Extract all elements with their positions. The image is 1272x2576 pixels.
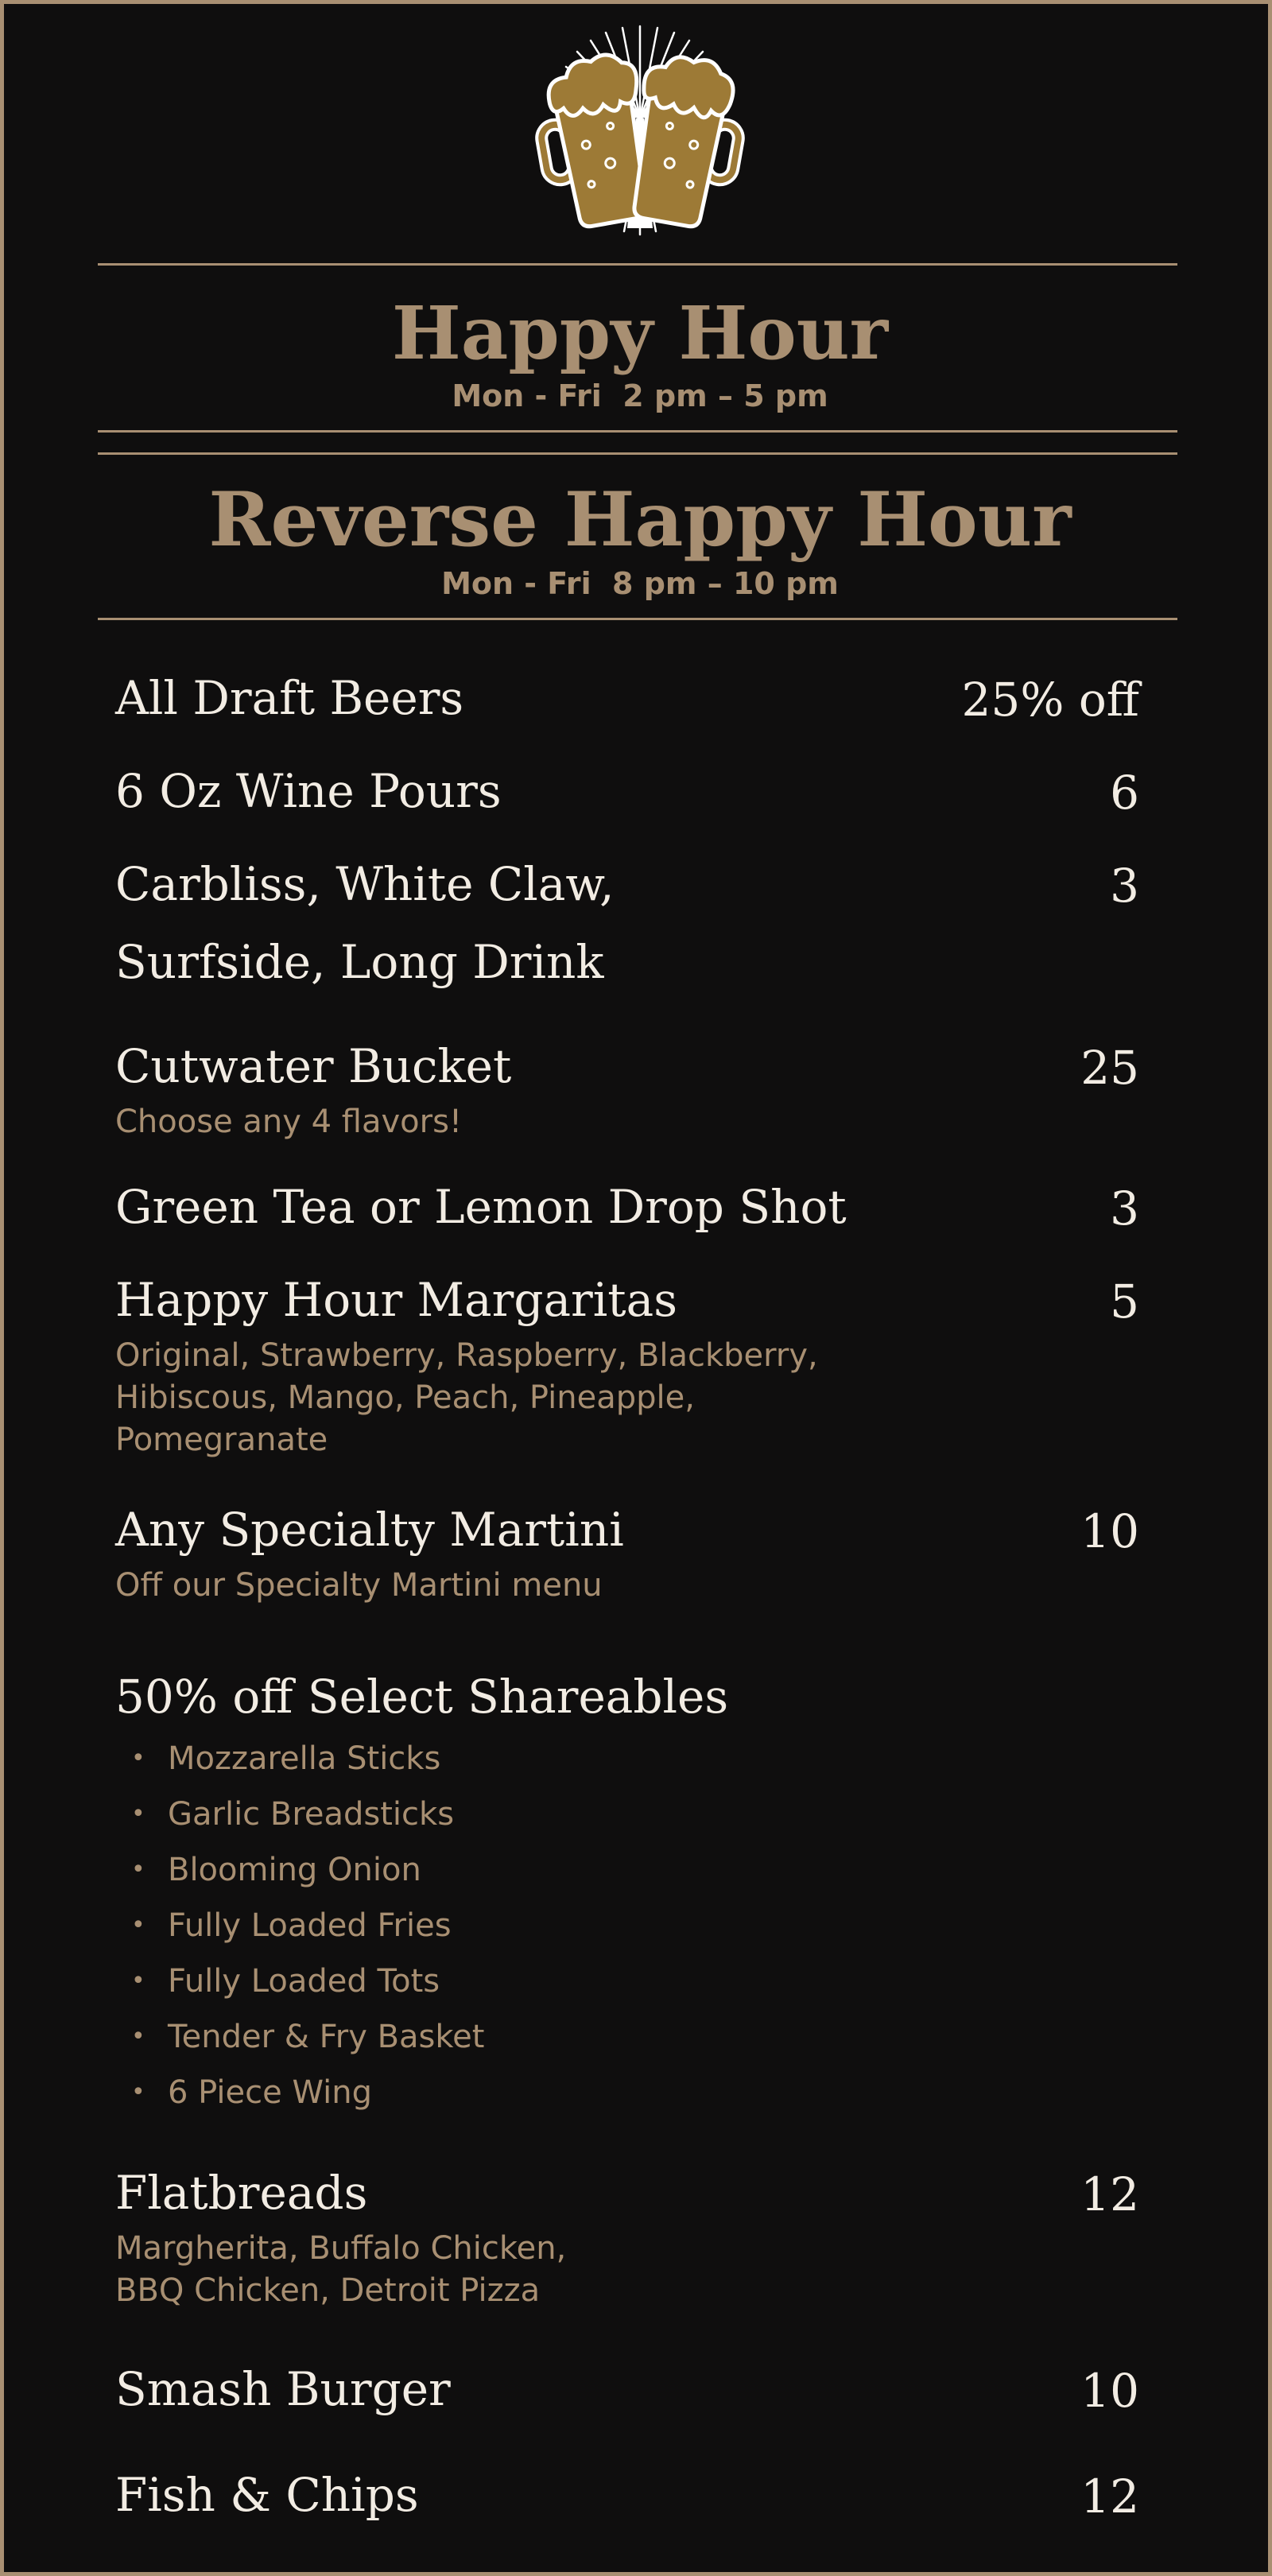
item-price-martini: 10 bbox=[1080, 1504, 1139, 1558]
shareables-list bbox=[131, 1731, 484, 2120]
divider-middle-1 bbox=[98, 430, 1177, 433]
item-price-shots: 3 bbox=[1110, 1181, 1139, 1236]
list-item: • Tender & Fry Basket bbox=[131, 2019, 485, 2055]
list-item: • 6 Piece Wing bbox=[131, 2074, 372, 2111]
item-name-shots: Green Tea or Lemon Drop Shot bbox=[115, 1180, 847, 1234]
list-item: • Mozzarella Sticks bbox=[131, 1740, 441, 1777]
happy-hour-title: Happy Hour bbox=[391, 290, 889, 376]
item-price-smash-burger: 10 bbox=[1080, 2364, 1139, 2418]
item-price-fish-chips: 12 bbox=[1080, 2469, 1139, 2524]
divider-middle-2 bbox=[98, 452, 1177, 455]
item-desc-flatbreads-line-1: Margherita, Buffalo Chicken, bbox=[115, 2230, 567, 2267]
item-price-margaritas: 5 bbox=[1110, 1274, 1139, 1329]
divider-bottom bbox=[98, 618, 1177, 620]
item-name-smash-burger: Smash Burger bbox=[115, 2362, 451, 2416]
shareables-title: 50% off Select Shareables bbox=[115, 1670, 729, 1724]
list-item: • Garlic Breadsticks bbox=[131, 1796, 455, 1833]
item-price-wine-pours: 6 bbox=[1110, 766, 1139, 820]
item-name-seltzers-line-2: Surfside, Long Drink bbox=[115, 935, 604, 989]
item-desc-cutwater-bucket: Choose any 4 flavors! bbox=[115, 1104, 462, 1140]
item-name-draft-beers: All Draft Beers bbox=[115, 671, 464, 725]
list-item: • Blooming Onion bbox=[131, 1852, 421, 1888]
item-desc-flatbreads-line-2: BBQ Chicken, Detroit Pizza bbox=[115, 2272, 541, 2309]
item-desc-margaritas-line-1: Original, Strawberry, Raspberry, Blackberry, bbox=[115, 1337, 818, 1374]
item-desc-martini: Off our Specialty Martini menu bbox=[115, 1567, 603, 1604]
item-name-seltzers-line-1: Carbliss, White Claw, bbox=[115, 857, 615, 911]
happy-hour-hours: Mon - Fri 2 pm – 5 pm bbox=[452, 378, 828, 413]
item-desc-margaritas-line-2: Hibiscous, Mango, Peach, Pineapple, bbox=[115, 1379, 695, 1416]
item-price-flatbreads: 12 bbox=[1080, 2167, 1139, 2221]
item-name-flatbreads: Flatbreads bbox=[115, 2166, 368, 2220]
item-price-draft-beers: 25% off bbox=[961, 673, 1139, 727]
item-price-cutwater-bucket: 25 bbox=[1080, 1041, 1139, 1095]
reverse-happy-hour-title: Reverse Happy Hour bbox=[208, 476, 1072, 564]
item-name-fish-chips: Fish & Chips bbox=[115, 2468, 419, 2522]
item-name-martini: Any Specialty Martini bbox=[115, 1503, 624, 1557]
item-price-seltzers: 3 bbox=[1110, 859, 1139, 913]
item-name-margaritas: Happy Hour Margaritas bbox=[115, 1273, 677, 1327]
list-item: • Fully Loaded Tots bbox=[131, 1963, 440, 2000]
beer-mugs-cheers-icon bbox=[529, 23, 751, 238]
reverse-happy-hour-hours: Mon - Fri 8 pm – 10 pm bbox=[441, 566, 839, 601]
item-name-wine-pours: 6 Oz Wine Pours bbox=[115, 764, 502, 818]
item-desc-margaritas-line-3: Pomegranate bbox=[115, 1422, 328, 1458]
divider-top bbox=[98, 263, 1177, 266]
item-name-cutwater-bucket: Cutwater Bucket bbox=[115, 1039, 512, 1093]
list-item: • Fully Loaded Fries bbox=[131, 1907, 452, 1944]
